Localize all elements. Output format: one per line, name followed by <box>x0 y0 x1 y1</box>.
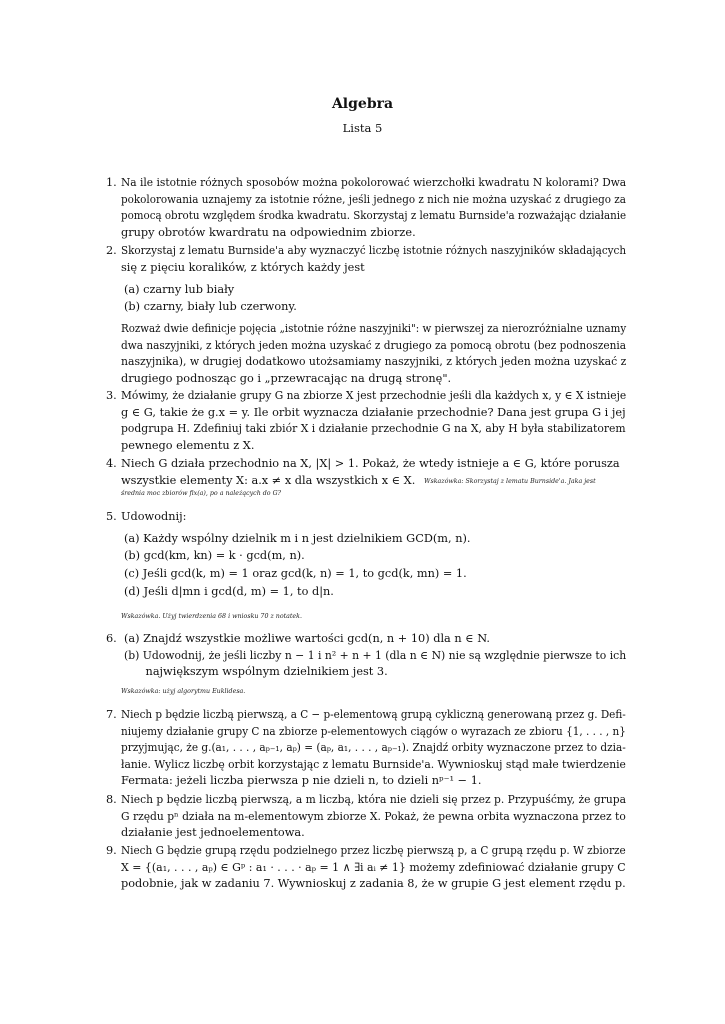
problem-1-line: Na ile istotnie różnych sposobów można pokolorować wierzchołki kwadratu N kolorami? Dwa <box>121 176 627 189</box>
problem-6-hint: Wskazówka: użyj algorytmu Euklidesa. <box>121 688 246 695</box>
problem-6-item-b-cont: największym wspólnym dzielnikiem jest 3. <box>124 665 388 678</box>
problem-3-line: podgrupa H. Zdefiniuj taki zbiór X i działanie przechodnie G na X, aby H była stabilizatorem <box>121 422 626 436</box>
problem-2-line: Skorzystaj z lematu Burnside'a aby wyznaczyć liczbę istotnie różnych naszyjników składających <box>121 244 627 257</box>
problem-8-number: 8. <box>106 793 117 806</box>
problem-2-remark-line: naszyjnika), w drugiej dodatkowo utożsamiamy naszyjniki, z których jeden można uzyskać z <box>121 355 627 369</box>
problem-4-line: Niech G działa przechodnio na X, |X| > 1. Pokaż, że wtedy istnieje a ∈ G, które porusza <box>121 457 620 470</box>
problem-9-text <box>121 843 626 893</box>
problem-5-number: 5. <box>106 510 117 523</box>
problem-2-item-b: (b) czarny, biały lub czerwony. <box>124 300 297 313</box>
problem-3-line: g ∈ G, takie że g.x = y. Ile orbit wyznacza działanie przechodnie? Dana jest grupa G i jej <box>121 405 626 419</box>
page-subtitle: Lista 5 <box>342 121 383 135</box>
problem-7-line: przyjmując, że g.(a₁, . . . , aₚ₋₁, aₚ) = (aₚ, a₁, . . . , aₚ₋₁). Znajdź orbity wyznaczone przez to dzia- <box>121 741 626 755</box>
problem-5-intro-line: Udowodnij: <box>121 510 187 523</box>
page-title: Algebra <box>331 96 394 112</box>
problem-7-line: Niech p będzie liczbą pierwszą, a C − p-elementową grupą cykliczną generowaną przez g. Defi- <box>121 708 626 721</box>
problem-7-number: 7. <box>106 708 117 721</box>
problem-7-text <box>121 707 626 790</box>
problem-2-item-a: (a) czarny lub biały <box>124 283 235 296</box>
problem-1-line: grupy obrotów kwardratu na odpowiednim zbiorze. <box>121 225 416 239</box>
problem-6-item-a: (a) Znajdź wszystkie możliwe wartości gcd(n, n + 10) dla n ∈ N. <box>124 632 490 645</box>
problem-1-line: pokolorowania uznajemy za istotnie różne, jeśli jednego z nich nie można uzyskać z drugiego za <box>121 192 626 206</box>
problem-5-item-c: (c) Jeśli gcd(k, m) = 1 oraz gcd(k, n) = 1, to gcd(k, mn) = 1. <box>124 567 467 580</box>
problem-2-remark-line: dwa naszyjniki, z których jeden można uzyskać z drugiego za pomocą obrotu (bez podnoszenia <box>121 338 627 352</box>
problem-2-remark <box>121 321 626 387</box>
problem-3-text <box>121 388 626 454</box>
problem-4-hint-inline: Wskazówka: Skorzystaj z lematu Burnside'a. Jaka jest <box>424 478 596 485</box>
problem-1-line: pomocą obrotu względem środka kwadratu. Skorzystaj z lematu Burnside'a rozważając działanie <box>121 209 627 223</box>
problem-5-item-d: (d) Jeśli d|mn i gcd(d, m) = 1, to d|n. <box>124 585 334 598</box>
problem-9-line: podobnie, jak w zadaniu 7. Wywnioskuj z zadania 8, że w grupie G jest element rzędu p. <box>121 877 626 891</box>
problem-2-line: się z pięciu koralików, z których każdy jest <box>121 260 365 274</box>
problem-4-hint-line: średnia moc zbiorów fix(a), po a należących do G? <box>121 490 281 497</box>
problem-9-line: X = {(a₁, . . . , aₚ) ∈ Gᵖ : a₁ · . . . · aₚ = 1 ∧ ∃i aᵢ ≠ 1} możemy zdefiniować działanie grupy C <box>121 860 626 874</box>
problem-5-item-a: (a) Każdy wspólny dzielnik m i n jest dzielnikiem GCD(m, n). <box>124 532 471 545</box>
problem-2-remark-line: Rozważ dwie definicje pojęcia „istotnie różne naszyjniki": w pierwszej za nierozróżnialne uznamy <box>121 322 627 335</box>
problem-7-line: łanie. Wylicz liczbę orbit korzystając z lematu Burnside'a. Wywnioskuj stąd małe twierdzenie <box>121 757 626 771</box>
problem-8-text <box>121 792 626 842</box>
problem-2-number: 2. <box>106 244 117 257</box>
problem-1-text <box>121 175 626 241</box>
problem-2-text <box>121 243 626 276</box>
problem-7-line: niujemy działanie grupy C na zbiorze p-elementowych ciągów o wyrazach ze zbioru {1, . . . , n} <box>121 724 626 738</box>
problem-5-intro <box>121 509 626 526</box>
problem-9-number: 9. <box>106 844 117 857</box>
problem-3-line: pewnego elementu z X. <box>121 438 255 452</box>
problem-1-number: 1. <box>106 176 117 189</box>
problem-5-hint: Wskazówka. Użyj twierdzenia 68 i wniosku 70 z notatek. <box>121 613 302 620</box>
problem-8-line: Niech p będzie liczbą pierwszą, a m liczbą, która nie dzieli się przez p. Przypuśćmy, że grupa <box>121 793 626 806</box>
problem-7-line: Fermata: jeżeli liczba pierwsza p nie dzieli n, to dzieli nᵖ⁻¹ − 1. <box>121 774 482 788</box>
problem-3-number: 3. <box>106 389 117 402</box>
problem-6-item-b: (b) Udowodnij, że jeśli liczby n − 1 i n² + n + 1 (dla n ∈ N) nie są względnie pierwsze to ich <box>124 649 627 662</box>
problem-5-item-b: (b) gcd(km, kn) = k · gcd(m, n). <box>124 549 305 562</box>
problem-6-number: 6. <box>106 632 117 645</box>
problem-3-line: Mówimy, że działanie grupy G na zbiorze X jest przechodnie jeśli dla każdych x, y ∈ X istnieje <box>121 389 627 402</box>
problem-8-line: działanie jest jednoelementowa. <box>121 826 305 840</box>
problem-2-remark-line: drugiego podnosząc go i „przewracając na drugą stronę". <box>121 371 452 385</box>
problem-9-line: Niech G będzie grupą rzędu podzielnego przez liczbę pierwszą p, a C grupą rzędu p. W zbiorze <box>121 844 626 857</box>
problem-4-number: 4. <box>106 457 117 470</box>
problem-8-line: G rzędu pⁿ działa na m-elementowym zbiorze X. Pokaż, że pewna orbita wyznaczona przez to <box>121 809 626 823</box>
problem-4-line: wszystkie elementy X: a.x ≠ x dla wszystkich x ∈ X. <box>121 473 416 487</box>
